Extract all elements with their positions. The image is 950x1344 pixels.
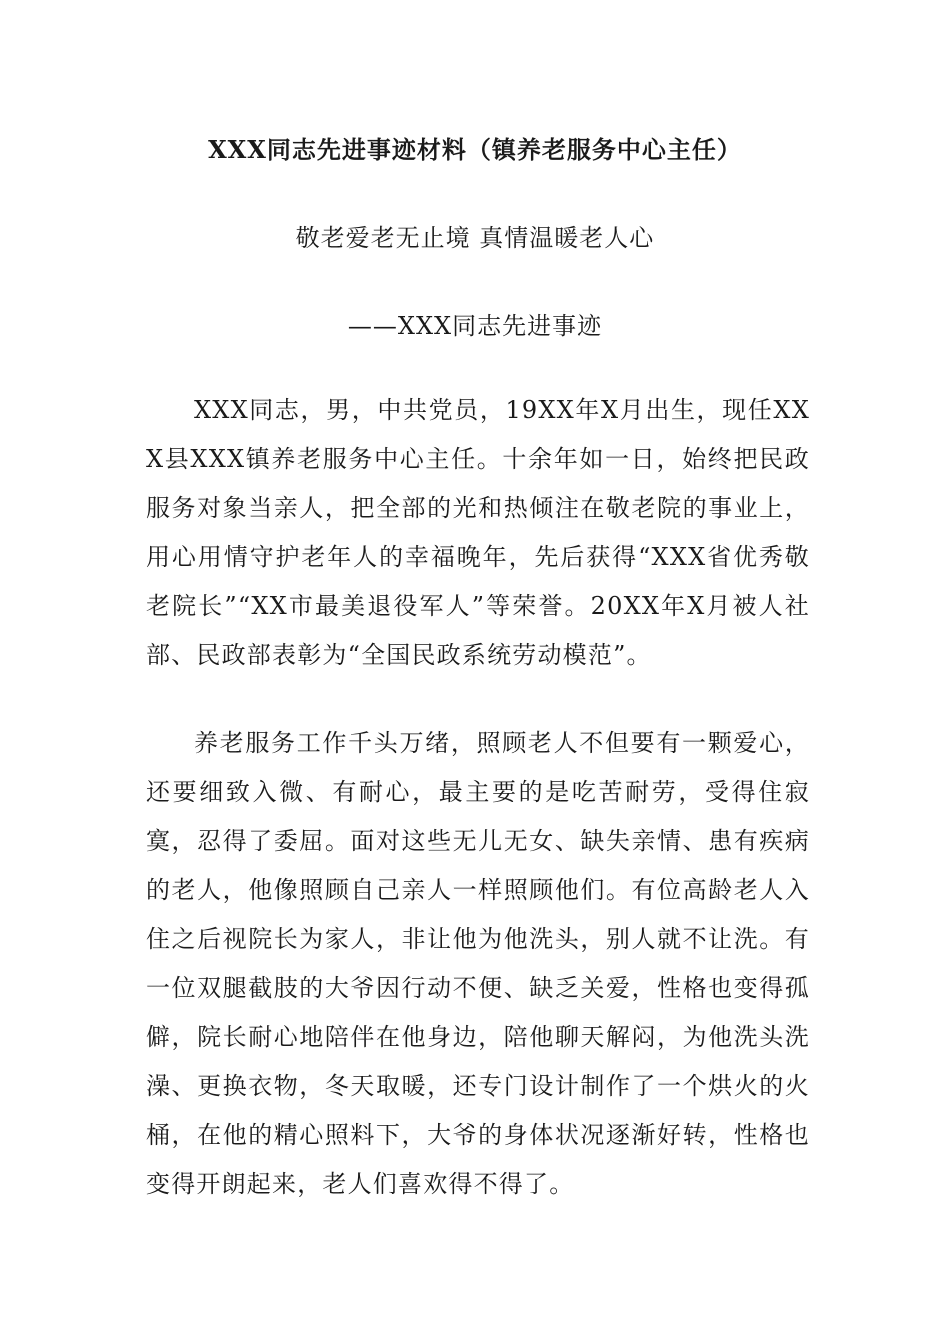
document-byline: ——XXX同志先进事迹 (347, 312, 603, 340)
document-title: XXX同志先进事迹材料（镇养老服务中心主任） (208, 135, 742, 164)
document-subtitle: 敬老爱老无止境 真情温暖老人心 (295, 224, 655, 252)
body-paragraph-2: 养老服务工作千头万绪，照顾老人不但要有一颗爱心，还要细致入微、有耐心，最主要的是吃苦耐劳，受得住寂寞，忍得了委屈。面对这些无儿无女、缺失亲情、患有疾病的老人，他像照顾自己亲人一样照顾他们。有位高龄老人入住之后视院长为家人，非让他为他洗头，别人就不让洗。有一位双腿截肢的大爷因行动不便、缺乏关爱，性格也变得孤僻，院长耐心地陪伴在他身边，陪他聊天解闷，为他洗头洗澡、更换衣物，冬天取暖，还专门设计制作了一个烘火的火桶，在他的精心照料下，大爷的身体状况逐渐好转，性格也变得开朗起来，老人们喜欢得不得了。 (146, 729, 810, 1198)
body-paragraph-1: XXX同志，男，中共党员，19XX年X月出生，现任XXX县XXX镇养老服务中心主任。十余年如一日，始终把民政服务对象当亲人，把全部的光和热倾注在敬老院的事业上，用心用情守护老年人的幸福晚年，先后获得“XXX省优秀敬老院长”“XX市最美退役军人”等荣誉。20XX年X月被人社部、民政部表彰为“全国民政系统劳动模范”。 (146, 396, 810, 669)
